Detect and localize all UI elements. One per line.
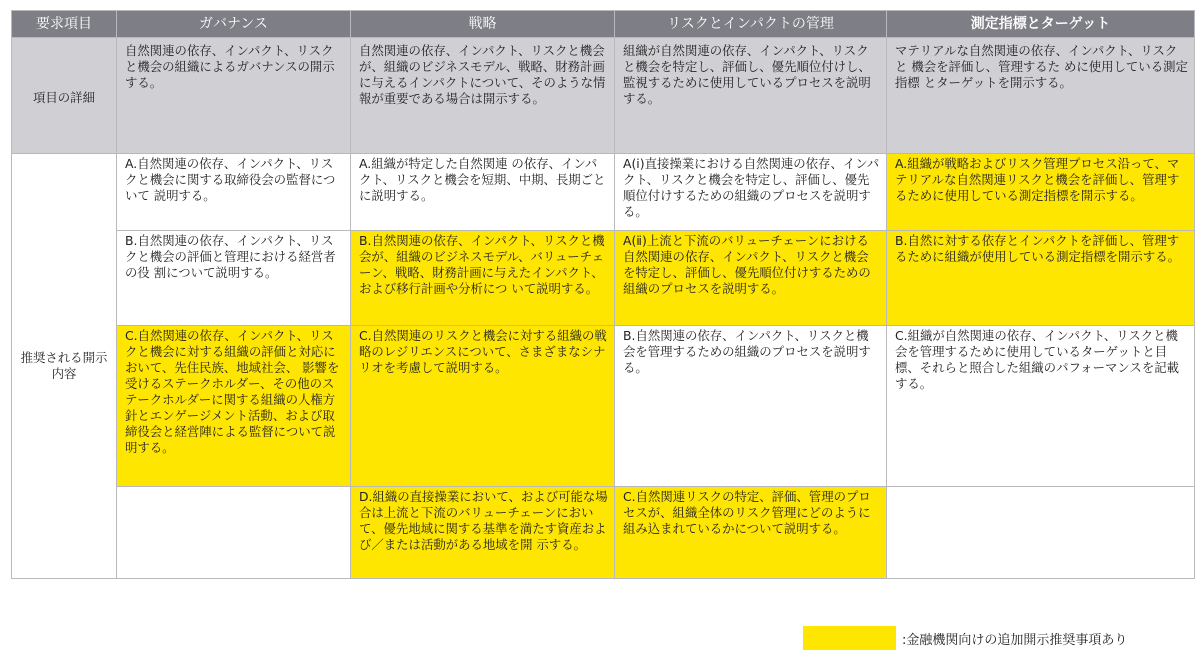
header-risk-impact-management: リスクとインパクトの管理	[615, 11, 887, 38]
header-strategy: 戦略	[351, 11, 615, 38]
detail-cell-risk: 組織が自然関連の依存、インパクト、リスクと機会を特定し、評価し、優先順位付けし、監視するために使用しているプロセスを説明する。	[615, 38, 887, 154]
table-row	[12, 487, 1195, 579]
disclosure-cell: C.自然関連リスクの特定、評価、管理のプロセスが、組織全体のリスク管理にどのように組み込まれているかについて説明する。	[615, 487, 887, 579]
legend-swatch	[803, 626, 896, 650]
detail-row	[12, 38, 1195, 154]
detail-row-label: 項目の詳細	[12, 38, 117, 154]
disclosure-cell	[887, 487, 1195, 579]
disclosure-cell	[117, 487, 351, 579]
header-governance: ガバナンス	[117, 11, 351, 38]
legend-text: :金融機関向けの追加開示推奨事項あり	[902, 632, 1128, 648]
disclosure-cell: A(ⅱ)上流と下流のバリューチェーンにおける自然関連の依存、インパクト、リスクと機会を特定し、評価し、優先順位付けするための組織のプロセスを説明する。	[615, 231, 887, 326]
disclosure-cell: A.自然関連の依存、インパクト、リスクと機会に関する取締役会の監督について 説明する。	[117, 154, 351, 231]
table-row	[12, 231, 1195, 326]
disclosure-cell: B.自然に対する依存とインパクトを評価し、管理するために組織が使用している測定指標を開示する。	[887, 231, 1195, 326]
disclosure-cell: A.組織が戦略およびリスク管理プロセス沿って、マテリアルな自然関連リスクと機会を評価し、管理するために使用している測定指標を開示する。	[887, 154, 1195, 231]
disclosure-cell: A(ⅰ)直接操業における自然関連の依存、インパクト、リスクと機会を特定し、評価し、優先順位付けするための組織のプロセスを説明する。	[615, 154, 887, 231]
disclosure-cell: B.自然関連の依存、インパクト、リスクと機会の評価と管理における経営者の役 割について説明する。	[117, 231, 351, 326]
table-row	[12, 326, 1195, 487]
detail-cell-strategy: 自然関連の依存、インパクト、リスクと機会が、組織のビジネスモデル、戦略、財務計画に与えるインパクトについて、そのような情報が重要である場合は開示する。	[351, 38, 615, 154]
header-metrics-targets: 測定指標とターゲット	[887, 11, 1195, 38]
legend	[803, 626, 1127, 650]
table-row	[12, 154, 1195, 231]
disclosure-cell: B.自然関連の依存、インパクト、リスクと機会を管理するための組織のプロセスを説明する。	[615, 326, 887, 487]
disclosure-cell: B.自然関連の依存、インパクト、リスクと機会が、組織のビジネスモデル、バリューチェーン、戦略、財務計画に与えたインパクト、および移行計画や分析につ いて説明する。	[351, 231, 615, 326]
disclosure-cell: A.組織が特定した自然関連 の依存、インパクト、リスクと機会を短期、中期、長期ごとに説明する。	[351, 154, 615, 231]
disclosure-cell: D.組織の直接操業において、および可能な場合は上流と下流のバリューチェーンにおいて、優先地域に関する基準を満たす資産および／または活動がある地域を開 示する。	[351, 487, 615, 579]
header-row	[12, 11, 1195, 38]
header-requirement: 要求項目	[12, 11, 117, 38]
disclosure-table	[11, 10, 1195, 579]
disclosure-cell: C.自然関連の依存、インパクト、リスクと機会に対する組織の評価と対応において、先住民族、地域社会、 影響を受けるステークホルダー、その他のステークホルダーに関する組織の人権方針とエンゲージメント活動、および取締役会と経営陣による監督について説明する。	[117, 326, 351, 487]
recommended-disclosures-label: 推奨される開示内容	[12, 154, 117, 579]
disclosure-cell: C.組織が自然関連の依存、インパクト、リスクと機会を管理するために使用しているターゲットと目標、それらと照合した組織のパフォーマンスを記載する。	[887, 326, 1195, 487]
detail-cell-metrics: マテリアルな自然関連の依存、インパクト、リスクと 機会を評価し、管理するた めに使用している測定指標 とターゲットを開示する。	[887, 38, 1195, 154]
disclosure-cell: C.自然関連のリスクと機会に対する組織の戦略のレジリエンスについて、さまざまなシナリオを考慮して説明する。	[351, 326, 615, 487]
detail-cell-governance: 自然関連の依存、インパクト、リスクと機会の組織によるガバナンスの開示する。	[117, 38, 351, 154]
